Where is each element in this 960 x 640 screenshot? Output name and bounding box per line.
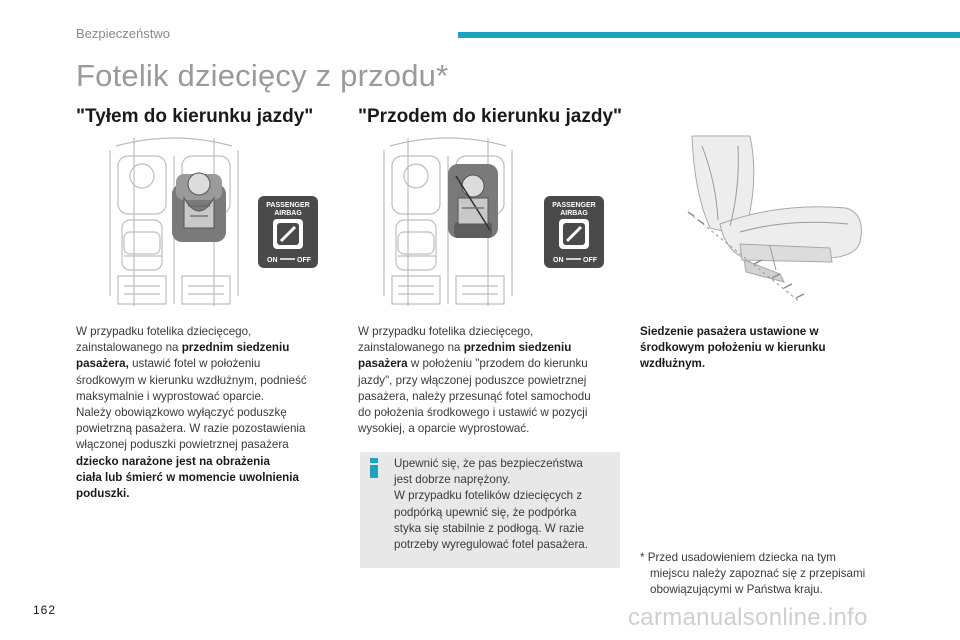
svg-text:AIRBAG: AIRBAG (274, 210, 302, 217)
svg-text:ON: ON (553, 257, 564, 264)
svg-text:PASSENGER: PASSENGER (266, 202, 310, 209)
seat-caption: Siedzenie pasażera ustawione w środkowym położeniu w kierunku wzdłużnym. (640, 325, 826, 371)
rear-facing-instructions: W przypadku fotelika dziecięcego, zainstalowanego na przednim siedzeniu pasażera, ustawić fotel w położeniu środkowym w kierunku wzdłużnym, podnieść maksymalnie i wyprostować oparcie. Należy obowiązkowo wyłączyć poduszkę powietrzną pasażera. W razie pozostawienia włączonej poduszki powietrznej pasażera dziecko narażone jest na obrażenia ciała lub śmierć w momencie uwolnienia poduszki. (76, 325, 307, 501)
svg-text:AIRBAG: AIRBAG (560, 210, 588, 217)
forward-facing-instructions: W przypadku fotelika dziecięcego, zainstalowanego na przednim siedzeniu pasażera w położeniu "przodem do kierunku jazdy", przy włączonej poduszce powietrznej pasażera, należy przesunąć fotel samochodu do położenia środkowego i ustawić w pozycji wysokiej, a oparcie wyprostować. (358, 325, 591, 436)
info-text: Upewnić się, że pas bezpieczeństwa jest dobrze naprężony. W przypadku fotelików dziecięcych z podpórką upewnić się, że podpórka styka się stabilnie z podłogą. W razie potrzeby wyregulować fotel pasażera. (394, 457, 588, 552)
heading-forward-facing: "Przodem do kierunku jazdy" (358, 106, 623, 127)
child-seat-rear (172, 173, 226, 242)
info-icon (366, 458, 382, 478)
seat-longitudinal-position-illustration (680, 132, 880, 308)
svg-text:PASSENGER: PASSENGER (552, 202, 596, 209)
svg-text:ON: ON (267, 257, 278, 264)
passenger-airbag-off-badge-2 (544, 196, 604, 268)
heading-rear-facing: "Tyłem do kierunku jazdy" (76, 106, 314, 127)
car-rear-facing-illustration (104, 136, 244, 308)
accent-bar (458, 32, 960, 38)
svg-text:OFF: OFF (583, 257, 597, 264)
page-title: Fotelik dziecięcy z przodu* (76, 58, 449, 93)
footnote: * Przed usadowieniem dziecka na tym miejscu należy zapoznać się z przepisami obowiązującymi w Państwa kraju. (640, 551, 866, 597)
watermark: carmanualsonline.info (628, 604, 868, 631)
page-number: 162 (32, 603, 56, 617)
passenger-airbag-off-badge (258, 196, 318, 268)
car-forward-facing-illustration (378, 136, 518, 308)
svg-text:OFF: OFF (297, 257, 311, 264)
section-label: Bezpieczeństwo (76, 26, 170, 41)
child-seat-forward (448, 164, 498, 238)
